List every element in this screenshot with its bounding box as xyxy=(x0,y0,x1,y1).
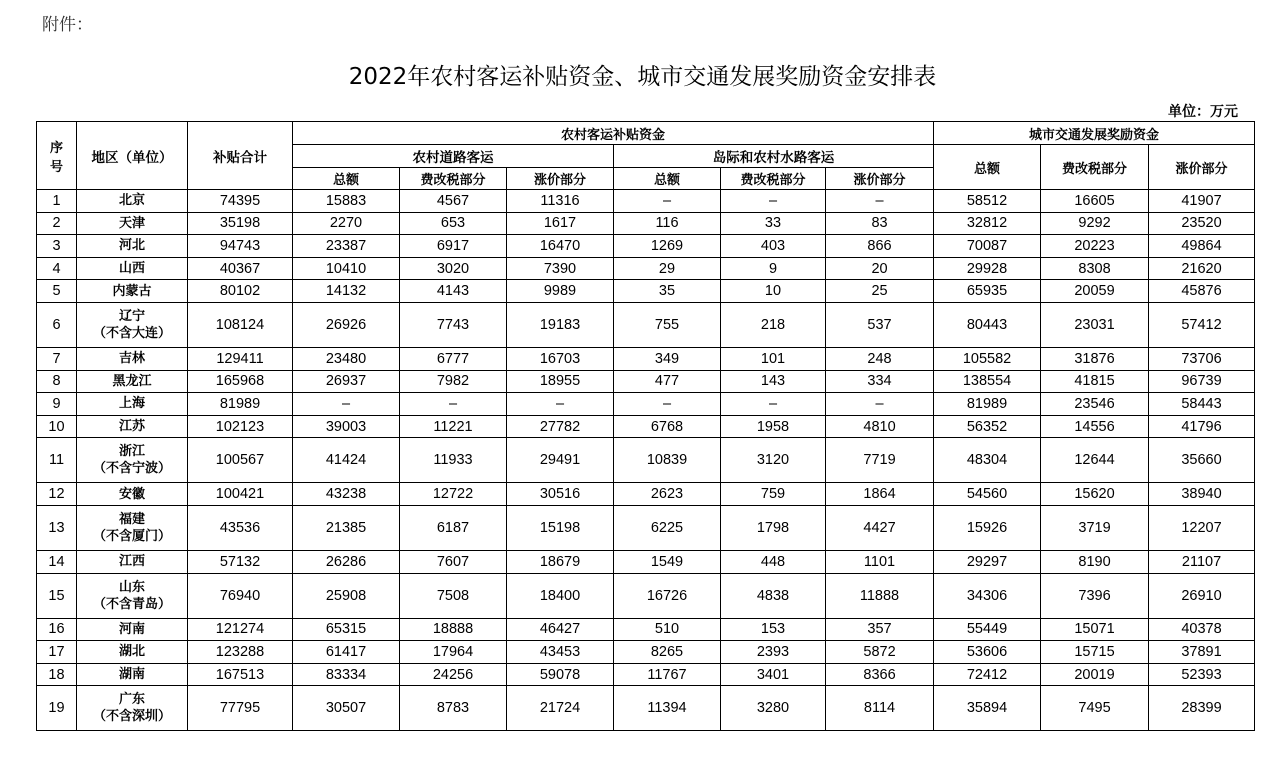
road-total-cell: 41424 xyxy=(293,438,400,483)
water-total-cell: 510 xyxy=(614,618,721,641)
road-fee-tax-cell: 7743 xyxy=(400,302,507,347)
urban-total-cell: 29928 xyxy=(934,257,1041,280)
water-fee-tax-cell: 1798 xyxy=(721,505,826,550)
road-price-cell: 46427 xyxy=(507,618,614,641)
subsidy-total-cell: 167513 xyxy=(188,663,293,686)
urban-fee-tax-cell: 20059 xyxy=(1041,280,1149,303)
urban-total-cell: 29297 xyxy=(934,550,1041,573)
region-name: 福建 xyxy=(118,511,145,527)
subsidy-total-cell: 35198 xyxy=(188,212,293,235)
subsidy-total-cell: 76940 xyxy=(188,573,293,618)
region-name: 浙江 xyxy=(118,444,145,460)
urban-price-cell: 58443 xyxy=(1149,393,1255,416)
road-total-cell: – xyxy=(293,393,400,416)
water-price-cell: 334 xyxy=(826,370,934,393)
road-fee-tax-cell: 12722 xyxy=(400,483,507,506)
road-fee-tax-cell: 4143 xyxy=(400,280,507,303)
urban-price-cell: 57412 xyxy=(1149,302,1255,347)
urban-total-cell: 56352 xyxy=(934,415,1041,438)
header-urban-total: 总额 xyxy=(934,145,1041,190)
region-cell xyxy=(77,257,188,280)
row-number: 5 xyxy=(37,280,77,303)
region-cell xyxy=(77,393,188,416)
row-number: 19 xyxy=(37,686,77,731)
region-cell xyxy=(77,438,188,483)
road-total-cell: 21385 xyxy=(293,505,400,550)
road-total-cell: 23387 xyxy=(293,235,400,258)
urban-fee-tax-cell: 23546 xyxy=(1041,393,1149,416)
urban-total-cell: 58512 xyxy=(934,190,1041,213)
water-total-cell: 6768 xyxy=(614,415,721,438)
urban-total-cell: 48304 xyxy=(934,438,1041,483)
subsidy-total-cell: 40367 xyxy=(188,257,293,280)
water-fee-tax-cell: 1958 xyxy=(721,415,826,438)
road-price-cell: 18679 xyxy=(507,550,614,573)
header-rural-group: 农村客运补贴资金 xyxy=(293,122,934,145)
table-row xyxy=(37,573,1255,618)
row-number: 4 xyxy=(37,257,77,280)
urban-price-cell: 26910 xyxy=(1149,573,1255,618)
subsidy-total-cell: 100567 xyxy=(188,438,293,483)
urban-price-cell: 73706 xyxy=(1149,347,1255,370)
road-price-cell: 15198 xyxy=(507,505,614,550)
water-fee-tax-cell: 3280 xyxy=(721,686,826,731)
row-number: 10 xyxy=(37,415,77,438)
header-seq xyxy=(37,122,77,190)
region-cell xyxy=(77,505,188,550)
row-number: 17 xyxy=(37,641,77,664)
road-price-cell: 30516 xyxy=(507,483,614,506)
subsidy-total-cell: 74395 xyxy=(188,190,293,213)
header-road-price: 涨价部分 xyxy=(507,168,614,190)
water-fee-tax-cell: – xyxy=(721,393,826,416)
water-price-cell: 5872 xyxy=(826,641,934,664)
row-number: 9 xyxy=(37,393,77,416)
water-price-cell: 25 xyxy=(826,280,934,303)
road-fee-tax-cell: 18888 xyxy=(400,618,507,641)
urban-price-cell: 37891 xyxy=(1149,641,1255,664)
region-cell xyxy=(77,641,188,664)
region-name: 湖北 xyxy=(118,644,145,660)
road-total-cell: 10410 xyxy=(293,257,400,280)
region-name: 河南 xyxy=(118,621,145,637)
subsidy-total-cell: 108124 xyxy=(188,302,293,347)
header-seq-top: 序 xyxy=(49,140,63,156)
subsidy-total-cell: 57132 xyxy=(188,550,293,573)
road-total-cell: 39003 xyxy=(293,415,400,438)
table-header xyxy=(37,122,1255,190)
road-fee-tax-cell: 6777 xyxy=(400,347,507,370)
row-number: 16 xyxy=(37,618,77,641)
urban-fee-tax-cell: 20019 xyxy=(1041,663,1149,686)
allocation-table xyxy=(36,121,1255,731)
table-row xyxy=(37,663,1255,686)
urban-total-cell: 105582 xyxy=(934,347,1041,370)
urban-fee-tax-cell: 3719 xyxy=(1041,505,1149,550)
water-price-cell: 8114 xyxy=(826,686,934,731)
road-total-cell: 61417 xyxy=(293,641,400,664)
water-price-cell: 20 xyxy=(826,257,934,280)
header-water-fee-tax: 费改税部分 xyxy=(721,168,826,190)
water-fee-tax-cell: 143 xyxy=(721,370,826,393)
region-cell xyxy=(77,415,188,438)
subsidy-total-cell: 121274 xyxy=(188,618,293,641)
water-fee-tax-cell: 4838 xyxy=(721,573,826,618)
urban-fee-tax-cell: 14556 xyxy=(1041,415,1149,438)
urban-price-cell: 21620 xyxy=(1149,257,1255,280)
water-price-cell: 866 xyxy=(826,235,934,258)
urban-fee-tax-cell: 16605 xyxy=(1041,190,1149,213)
subsidy-total-cell: 129411 xyxy=(188,347,293,370)
urban-fee-tax-cell: 12644 xyxy=(1041,438,1149,483)
region-name: 湖南 xyxy=(118,667,145,683)
header-road-fee-tax: 费改税部分 xyxy=(400,168,507,190)
water-price-cell: – xyxy=(826,393,934,416)
region-cell xyxy=(77,686,188,731)
unit-label: 单位：万元 xyxy=(1168,104,1238,120)
region-name: 山西 xyxy=(118,261,145,277)
road-fee-tax-cell: 17964 xyxy=(400,641,507,664)
road-fee-tax-cell: 3020 xyxy=(400,257,507,280)
subsidy-total-cell: 77795 xyxy=(188,686,293,731)
row-number: 18 xyxy=(37,663,77,686)
region-cell xyxy=(77,235,188,258)
road-price-cell: 16470 xyxy=(507,235,614,258)
subsidy-total-cell: 94743 xyxy=(188,235,293,258)
subsidy-total-cell: 123288 xyxy=(188,641,293,664)
region-cell xyxy=(77,618,188,641)
urban-price-cell: 40378 xyxy=(1149,618,1255,641)
table-row xyxy=(37,641,1255,664)
road-price-cell: 7390 xyxy=(507,257,614,280)
water-price-cell: 11888 xyxy=(826,573,934,618)
road-fee-tax-cell: 24256 xyxy=(400,663,507,686)
water-price-cell: 1101 xyxy=(826,550,934,573)
region-cell xyxy=(77,483,188,506)
road-total-cell: 26286 xyxy=(293,550,400,573)
water-fee-tax-cell: 153 xyxy=(721,618,826,641)
region-name: 上海 xyxy=(118,396,145,412)
road-total-cell: 65315 xyxy=(293,618,400,641)
table-row xyxy=(37,280,1255,303)
row-number: 1 xyxy=(37,190,77,213)
road-fee-tax-cell: – xyxy=(400,393,507,416)
region-name: 北京 xyxy=(118,193,145,209)
urban-fee-tax-cell: 31876 xyxy=(1041,347,1149,370)
row-number: 6 xyxy=(37,302,77,347)
water-total-cell: 35 xyxy=(614,280,721,303)
header-region: 地区（单位） xyxy=(77,122,188,190)
road-total-cell: 14132 xyxy=(293,280,400,303)
attachment-label: 附件： xyxy=(42,15,93,35)
road-price-cell: 16703 xyxy=(507,347,614,370)
urban-fee-tax-cell: 15620 xyxy=(1041,483,1149,506)
header-urban-price: 涨价部分 xyxy=(1149,145,1255,190)
region-note: （不含宁波） xyxy=(92,461,171,477)
urban-price-cell: 41796 xyxy=(1149,415,1255,438)
region-name: 河北 xyxy=(118,238,145,254)
region-note: （不含大连） xyxy=(92,325,171,341)
table-row xyxy=(37,257,1255,280)
water-fee-tax-cell: 2393 xyxy=(721,641,826,664)
water-total-cell: 755 xyxy=(614,302,721,347)
region-cell xyxy=(77,190,188,213)
region-name: 江苏 xyxy=(118,419,145,435)
road-price-cell: 27782 xyxy=(507,415,614,438)
road-fee-tax-cell: 4567 xyxy=(400,190,507,213)
urban-price-cell: 28399 xyxy=(1149,686,1255,731)
water-total-cell: 1269 xyxy=(614,235,721,258)
water-total-cell: 11767 xyxy=(614,663,721,686)
region-note: （不含青岛） xyxy=(92,596,171,612)
water-total-cell: 11394 xyxy=(614,686,721,731)
water-price-cell: 537 xyxy=(826,302,934,347)
region-cell xyxy=(77,280,188,303)
urban-price-cell: 41907 xyxy=(1149,190,1255,213)
urban-fee-tax-cell: 8308 xyxy=(1041,257,1149,280)
urban-total-cell: 35894 xyxy=(934,686,1041,731)
row-number: 15 xyxy=(37,573,77,618)
urban-total-cell: 72412 xyxy=(934,663,1041,686)
region-note: （不含厦门） xyxy=(92,528,171,544)
header-urban-fee-tax: 费改税部分 xyxy=(1041,145,1149,190)
water-price-cell: 7719 xyxy=(826,438,934,483)
region-name: 吉林 xyxy=(118,351,145,367)
road-fee-tax-cell: 7982 xyxy=(400,370,507,393)
water-total-cell: 116 xyxy=(614,212,721,235)
table-row xyxy=(37,235,1255,258)
urban-total-cell: 32812 xyxy=(934,212,1041,235)
region-name: 内蒙古 xyxy=(112,283,152,299)
region-name: 安徽 xyxy=(118,486,145,502)
road-price-cell: 1617 xyxy=(507,212,614,235)
urban-fee-tax-cell: 7495 xyxy=(1041,686,1149,731)
table-row xyxy=(37,302,1255,347)
urban-fee-tax-cell: 8190 xyxy=(1041,550,1149,573)
road-total-cell: 30507 xyxy=(293,686,400,731)
subsidy-total-cell: 43536 xyxy=(188,505,293,550)
region-name: 天津 xyxy=(118,215,145,231)
header-rural-road: 农村道路客运 xyxy=(293,145,614,168)
water-fee-tax-cell: 101 xyxy=(721,347,826,370)
region-name: 辽宁 xyxy=(118,308,145,324)
road-total-cell: 23480 xyxy=(293,347,400,370)
table-row xyxy=(37,212,1255,235)
urban-total-cell: 80443 xyxy=(934,302,1041,347)
water-price-cell: 4810 xyxy=(826,415,934,438)
subsidy-total-cell: 80102 xyxy=(188,280,293,303)
urban-total-cell: 53606 xyxy=(934,641,1041,664)
header-road-total: 总额 xyxy=(293,168,400,190)
urban-total-cell: 65935 xyxy=(934,280,1041,303)
water-price-cell: 357 xyxy=(826,618,934,641)
urban-total-cell: 15926 xyxy=(934,505,1041,550)
header-seq-bottom: 号 xyxy=(49,159,63,175)
table-row xyxy=(37,393,1255,416)
road-fee-tax-cell: 7508 xyxy=(400,573,507,618)
urban-fee-tax-cell: 15715 xyxy=(1041,641,1149,664)
region-cell xyxy=(77,302,188,347)
road-price-cell: 29491 xyxy=(507,438,614,483)
region-name: 黑龙江 xyxy=(112,373,152,389)
road-total-cell: 83334 xyxy=(293,663,400,686)
water-total-cell: 6225 xyxy=(614,505,721,550)
table-row xyxy=(37,505,1255,550)
row-number: 8 xyxy=(37,370,77,393)
region-cell xyxy=(77,573,188,618)
region-note: （不含深圳） xyxy=(92,709,171,725)
urban-price-cell: 35660 xyxy=(1149,438,1255,483)
row-number: 3 xyxy=(37,235,77,258)
urban-price-cell: 45876 xyxy=(1149,280,1255,303)
road-price-cell: 11316 xyxy=(507,190,614,213)
road-total-cell: 15883 xyxy=(293,190,400,213)
road-price-cell: 43453 xyxy=(507,641,614,664)
urban-price-cell: 38940 xyxy=(1149,483,1255,506)
water-price-cell: 248 xyxy=(826,347,934,370)
row-number: 12 xyxy=(37,483,77,506)
region-name: 广东 xyxy=(118,692,145,708)
road-price-cell: 59078 xyxy=(507,663,614,686)
water-total-cell: 29 xyxy=(614,257,721,280)
water-total-cell: 1549 xyxy=(614,550,721,573)
header-water-total: 总额 xyxy=(614,168,721,190)
region-cell xyxy=(77,212,188,235)
road-fee-tax-cell: 6187 xyxy=(400,505,507,550)
table-row xyxy=(37,438,1255,483)
water-fee-tax-cell: 10 xyxy=(721,280,826,303)
table-row xyxy=(37,347,1255,370)
road-fee-tax-cell: 11221 xyxy=(400,415,507,438)
urban-fee-tax-cell: 23031 xyxy=(1041,302,1149,347)
road-total-cell: 2270 xyxy=(293,212,400,235)
row-number: 2 xyxy=(37,212,77,235)
water-total-cell: 10839 xyxy=(614,438,721,483)
urban-total-cell: 54560 xyxy=(934,483,1041,506)
urban-fee-tax-cell: 41815 xyxy=(1041,370,1149,393)
row-number: 11 xyxy=(37,438,77,483)
water-total-cell: 16726 xyxy=(614,573,721,618)
urban-total-cell: 81989 xyxy=(934,393,1041,416)
water-total-cell: 477 xyxy=(614,370,721,393)
urban-fee-tax-cell: 20223 xyxy=(1041,235,1149,258)
road-total-cell: 25908 xyxy=(293,573,400,618)
urban-total-cell: 138554 xyxy=(934,370,1041,393)
region-name: 江西 xyxy=(118,554,145,570)
urban-price-cell: 52393 xyxy=(1149,663,1255,686)
region-cell xyxy=(77,370,188,393)
water-fee-tax-cell: – xyxy=(721,190,826,213)
header-subsidy-total: 补贴合计 xyxy=(188,122,293,190)
road-fee-tax-cell: 11933 xyxy=(400,438,507,483)
road-fee-tax-cell: 6917 xyxy=(400,235,507,258)
urban-price-cell: 49864 xyxy=(1149,235,1255,258)
water-total-cell: – xyxy=(614,190,721,213)
water-total-cell: 2623 xyxy=(614,483,721,506)
subsidy-total-cell: 100421 xyxy=(188,483,293,506)
water-fee-tax-cell: 759 xyxy=(721,483,826,506)
urban-price-cell: 96739 xyxy=(1149,370,1255,393)
region-name: 山东 xyxy=(118,579,145,595)
table-row xyxy=(37,483,1255,506)
water-price-cell: 8366 xyxy=(826,663,934,686)
road-price-cell: 18955 xyxy=(507,370,614,393)
water-total-cell: – xyxy=(614,393,721,416)
table-row xyxy=(37,190,1255,213)
water-price-cell: 4427 xyxy=(826,505,934,550)
table-row xyxy=(37,550,1255,573)
road-fee-tax-cell: 653 xyxy=(400,212,507,235)
urban-price-cell: 12207 xyxy=(1149,505,1255,550)
road-total-cell: 26926 xyxy=(293,302,400,347)
water-price-cell: 83 xyxy=(826,212,934,235)
table-row xyxy=(37,415,1255,438)
page-title: 2022年农村客运补贴资金、城市交通发展奖励资金安排表 xyxy=(348,64,937,90)
subsidy-total-cell: 102123 xyxy=(188,415,293,438)
region-cell xyxy=(77,550,188,573)
subsidy-total-cell: 165968 xyxy=(188,370,293,393)
water-fee-tax-cell: 3120 xyxy=(721,438,826,483)
water-total-cell: 8265 xyxy=(614,641,721,664)
water-fee-tax-cell: 9 xyxy=(721,257,826,280)
road-total-cell: 26937 xyxy=(293,370,400,393)
table-row xyxy=(37,686,1255,731)
water-fee-tax-cell: 403 xyxy=(721,235,826,258)
water-fee-tax-cell: 33 xyxy=(721,212,826,235)
water-fee-tax-cell: 448 xyxy=(721,550,826,573)
region-cell xyxy=(77,347,188,370)
water-price-cell: 1864 xyxy=(826,483,934,506)
road-price-cell: 21724 xyxy=(507,686,614,731)
row-number: 13 xyxy=(37,505,77,550)
region-cell xyxy=(77,663,188,686)
water-price-cell: – xyxy=(826,190,934,213)
water-fee-tax-cell: 3401 xyxy=(721,663,826,686)
water-fee-tax-cell: 218 xyxy=(721,302,826,347)
urban-total-cell: 34306 xyxy=(934,573,1041,618)
table-row xyxy=(37,618,1255,641)
header-island-water: 岛际和农村水路客运 xyxy=(614,145,934,168)
urban-fee-tax-cell: 9292 xyxy=(1041,212,1149,235)
urban-total-cell: 55449 xyxy=(934,618,1041,641)
urban-price-cell: 21107 xyxy=(1149,550,1255,573)
road-price-cell: 9989 xyxy=(507,280,614,303)
row-number: 14 xyxy=(37,550,77,573)
subsidy-total-cell: 81989 xyxy=(188,393,293,416)
road-price-cell: 18400 xyxy=(507,573,614,618)
urban-price-cell: 23520 xyxy=(1149,212,1255,235)
road-price-cell: 19183 xyxy=(507,302,614,347)
header-water-price: 涨价部分 xyxy=(826,168,934,190)
urban-fee-tax-cell: 15071 xyxy=(1041,618,1149,641)
road-fee-tax-cell: 7607 xyxy=(400,550,507,573)
road-total-cell: 43238 xyxy=(293,483,400,506)
row-number: 7 xyxy=(37,347,77,370)
urban-fee-tax-cell: 7396 xyxy=(1041,573,1149,618)
table-body xyxy=(37,190,1255,731)
road-fee-tax-cell: 8783 xyxy=(400,686,507,731)
urban-total-cell: 70087 xyxy=(934,235,1041,258)
header-urban-group: 城市交通发展奖励资金 xyxy=(934,122,1255,145)
road-price-cell: – xyxy=(507,393,614,416)
water-total-cell: 349 xyxy=(614,347,721,370)
table-row xyxy=(37,370,1255,393)
